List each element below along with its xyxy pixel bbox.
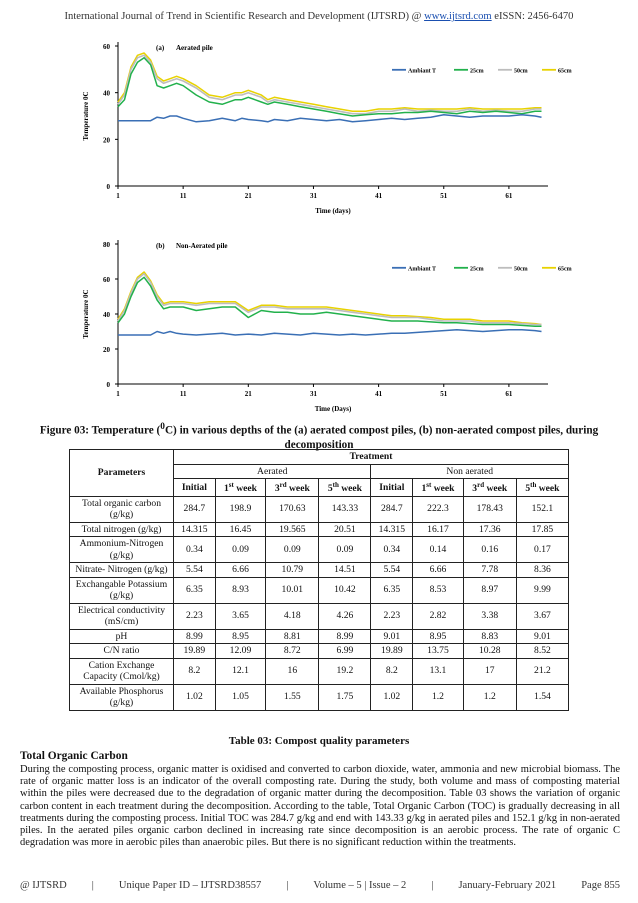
table-value-cell: 152.1: [516, 496, 568, 522]
x-tick-label: 51: [440, 192, 448, 200]
table-value-cell: 20.51: [319, 522, 371, 537]
table-header-aerated: Aerated: [174, 464, 371, 479]
table-param-cell: Total nitrogen (g/kg): [70, 522, 174, 537]
table-value-cell: 6.35: [174, 577, 216, 603]
table-value-cell: 0.09: [266, 537, 319, 563]
table-param-cell: C/N ratio: [70, 644, 174, 659]
table-row: [70, 563, 569, 578]
series-line-c65: [118, 53, 542, 111]
table-value-cell: 1.2: [463, 684, 516, 710]
table-value-cell: 1.75: [319, 684, 371, 710]
table-value-cell: 222.3: [413, 496, 464, 522]
table-value-cell: 1.02: [174, 684, 216, 710]
table-value-cell: 3.38: [463, 603, 516, 629]
table-value-cell: 8.99: [319, 629, 371, 644]
table-value-cell: 19.89: [174, 644, 216, 659]
footer-date: January-February 2021: [458, 880, 557, 891]
table-value-cell: 17.36: [463, 522, 516, 537]
table-row: [70, 603, 569, 629]
table-value-cell: 3.65: [215, 603, 266, 629]
legend-label: 25cm: [470, 68, 484, 75]
table-value-cell: 14.51: [319, 563, 371, 578]
table-value-cell: 8.83: [463, 629, 516, 644]
table-value-cell: 0.16: [463, 537, 516, 563]
y-tick-label: 0: [106, 183, 110, 191]
table-value-cell: 8.52: [516, 644, 568, 659]
table-param-cell: Exchangable Potassium (g/kg): [70, 577, 174, 603]
table-subheader-cell: 3rd week: [266, 479, 319, 497]
y-tick-label: 0: [106, 381, 110, 389]
table-value-cell: 284.7: [371, 496, 413, 522]
table-value-cell: 9.01: [371, 629, 413, 644]
table-value-cell: 13.1: [413, 658, 464, 684]
compost-quality-table: [69, 449, 569, 711]
table-value-cell: 0.34: [174, 537, 216, 563]
y-tick-label: 40: [103, 89, 110, 98]
x-tick-label: 11: [179, 390, 187, 398]
x-tick-label: 61: [505, 192, 513, 200]
x-tick-label: 31: [309, 390, 317, 398]
y-tick-label: 60: [103, 43, 110, 51]
table-value-cell: 16.45: [215, 522, 266, 537]
table-value-cell: 2.23: [174, 603, 216, 629]
table-value-cell: 0.09: [215, 537, 266, 563]
table-value-cell: 19.89: [371, 644, 413, 659]
table-value-cell: 16: [266, 658, 319, 684]
table-value-cell: 170.63: [266, 496, 319, 522]
table-value-cell: 284.7: [174, 496, 216, 522]
table-value-cell: 4.18: [266, 603, 319, 629]
table-value-cell: 8.2: [174, 658, 216, 684]
footer-volume-issue: Volume – 5 | Issue – 2: [313, 880, 407, 891]
table-header-parameters: Parameters: [70, 450, 174, 497]
table-value-cell: 8.95: [215, 629, 266, 644]
table-value-cell: 198.9: [215, 496, 266, 522]
table-row: [70, 537, 569, 563]
table-value-cell: 14.315: [174, 522, 216, 537]
table-value-cell: 8.36: [516, 563, 568, 578]
table-value-cell: 0.09: [319, 537, 371, 563]
table-value-cell: 6.35: [371, 577, 413, 603]
x-tick-label: 1: [116, 390, 120, 398]
table-row: [70, 577, 569, 603]
table-value-cell: 19.565: [266, 522, 319, 537]
legend-label: 25cm: [470, 266, 484, 273]
table-value-cell: 8.97: [463, 577, 516, 603]
table-value-cell: 13.75: [413, 644, 464, 659]
table-value-cell: 9.99: [516, 577, 568, 603]
table-value-cell: 8.53: [413, 577, 464, 603]
x-tick-label: 41: [375, 390, 383, 398]
table-value-cell: 1.2: [413, 684, 464, 710]
table-value-cell: 8.81: [266, 629, 319, 644]
table-value-cell: 16.17: [413, 522, 464, 537]
table-value-cell: 1.55: [266, 684, 319, 710]
table-value-cell: 178.43: [463, 496, 516, 522]
legend-label: 65cm: [558, 266, 572, 273]
y-tick-label: 20: [103, 136, 110, 145]
table-header-non-aerated: Non aerated: [371, 464, 569, 479]
table-value-cell: 8.99: [174, 629, 216, 644]
figure-caption: Figure 03: Temperature ($^0$C) in various depths of the (a) aerated compost piles, (b) non-aerated compost piles, during decomposition: [39, 422, 599, 451]
table-row: [70, 629, 569, 644]
legend-label: Ambiant T: [408, 266, 437, 273]
table-value-cell: 1.02: [371, 684, 413, 710]
header-issn: eISSN: 2456-6470: [491, 11, 574, 22]
table-value-cell: 8.93: [215, 577, 266, 603]
table-value-cell: 3.67: [516, 603, 568, 629]
x-tick-label: 31: [309, 192, 317, 200]
x-axis-label: Time (Days): [314, 405, 352, 413]
y-tick-label: 40: [103, 311, 110, 319]
table-value-cell: 5.54: [371, 563, 413, 578]
series-line-ambient: [118, 115, 542, 122]
legend-label: 65cm: [558, 68, 572, 75]
table-value-cell: 8.2: [371, 658, 413, 684]
footer-page-number: Page 855: [581, 880, 620, 891]
table-subheader-cell: 5th week: [319, 479, 371, 497]
table-value-cell: 21.2: [516, 658, 568, 684]
footer-paper-id: Unique Paper ID – IJTSRD38557: [118, 880, 262, 891]
table-subheader-cell: 1st week: [215, 479, 266, 497]
panel-label: (a): [156, 44, 165, 52]
table-value-cell: 17: [463, 658, 516, 684]
table-value-cell: 8.95: [413, 629, 464, 644]
y-tick-label: 80: [103, 241, 110, 249]
table-value-cell: 0.14: [413, 537, 464, 563]
x-axis-label: Time (days): [315, 207, 351, 215]
table-value-cell: 10.79: [266, 563, 319, 578]
figure-a-aerated-temperature-chart: [0, 30, 638, 218]
table-value-cell: 1.05: [215, 684, 266, 710]
chart-title: Non-Aerated pile: [176, 242, 228, 250]
body-paragraph: During the composting process, organic matter is oxidised and converted to carbon dioxide, water, ammonia and new microbial biomass. The rate of organic matter loss is an indicator of the overall composting rate. During the study, both volume and mass of composting material within the piles were decreased due to the degradation of organic matter during the decomposition. Table 03 shows the variation of organic carbon content in each treatment during the decomposition. According to the table, Total Organic Carbon (TOC) is gradually decreasing in all treatments during the composting process. Initial TOC was 284.7 g/kg and end with 143.33 g/kg in aerated piles and 152.1 g/kg in non-aerated piles. In the aerated piles organic carbon declined in increasing rate since decomposition is an aerobic process. The rate of organic C degradation was more in aerobic piles than anaerobic piles. But there is no significant reduction within the treatments.: [20, 764, 620, 849]
table-caption: Table 03: Compost quality parameters: [228, 735, 410, 747]
table-value-cell: 9.01: [516, 629, 568, 644]
y-tick-label: 20: [103, 346, 110, 354]
table-value-cell: 19.2: [319, 658, 371, 684]
x-tick-label: 51: [440, 390, 448, 398]
table-value-cell: 2.23: [371, 603, 413, 629]
table-value-cell: 10.01: [266, 577, 319, 603]
y-tick-label: 60: [103, 276, 110, 284]
series-line-c50: [118, 274, 542, 325]
table-value-cell: 1.54: [516, 684, 568, 710]
header-journal: International Journal of Trend in Scientific Research and Development (IJTSRD) @: [64, 11, 425, 22]
journal-website-link[interactable]: www.ijtsrd.com: [424, 11, 492, 22]
table-subheader-cell: 5th week: [516, 479, 568, 497]
legend-label: 50cm: [514, 68, 528, 75]
running-header: [0, 11, 638, 22]
table-value-cell: 6.66: [413, 563, 464, 578]
table-value-cell: 0.17: [516, 537, 568, 563]
footer-separator: |: [91, 880, 94, 891]
table-value-cell: 14.315: [371, 522, 413, 537]
table-row: [70, 644, 569, 659]
table-value-cell: 12.09: [215, 644, 266, 659]
table-value-cell: 2.82: [413, 603, 464, 629]
table-param-cell: Electrical conductivity (mS/cm): [70, 603, 174, 629]
x-tick-label: 21: [244, 192, 252, 200]
table-value-cell: 7.78: [463, 563, 516, 578]
table-param-cell: Total organic carbon (g/kg): [70, 496, 174, 522]
figure-b-nonaerated-temperature-chart: [0, 228, 638, 418]
footer-separator: |: [286, 880, 289, 891]
table-row: [70, 496, 569, 522]
table-subheader-cell: Initial: [174, 479, 216, 497]
table-value-cell: 0.34: [371, 537, 413, 563]
table-value-cell: 8.72: [266, 644, 319, 659]
x-tick-label: 41: [375, 192, 383, 200]
table-param-cell: Cation Exchange Capacity (Cmol/kg): [70, 658, 174, 684]
table-param-cell: Available Phosphorus (g/kg): [70, 684, 174, 710]
table-row: [70, 522, 569, 537]
table-value-cell: 5.54: [174, 563, 216, 578]
table-value-cell: 4.26: [319, 603, 371, 629]
x-tick-label: 21: [244, 390, 252, 398]
x-tick-label: 1: [116, 192, 120, 200]
table-subheader-cell: Initial: [371, 479, 413, 497]
table-value-cell: 12.1: [215, 658, 266, 684]
y-axis-label: Temperature 0C: [82, 91, 90, 141]
x-tick-label: 61: [505, 390, 513, 398]
table-value-cell: 10.28: [463, 644, 516, 659]
table-value-cell: 143.33: [319, 496, 371, 522]
table-value-cell: 17.85: [516, 522, 568, 537]
legend-label: 50cm: [514, 266, 528, 273]
table-value-cell: 6.99: [319, 644, 371, 659]
table-header-treatment: Treatment: [174, 450, 569, 465]
table-row: [70, 684, 569, 710]
table-subheader-cell: 1st week: [413, 479, 464, 497]
panel-label: (b): [156, 242, 165, 250]
table-param-cell: Nitrate- Nitrogen (g/kg): [70, 563, 174, 578]
table-param-cell: Ammonium-Nitrogen (g/kg): [70, 537, 174, 563]
footer-separator: |: [431, 880, 434, 891]
table-value-cell: 10.42: [319, 577, 371, 603]
page-footer: [20, 880, 620, 891]
series-line-c65: [118, 272, 542, 325]
y-axis-label: Temperature 0C: [82, 289, 90, 339]
table-subheader-cell: 3rd week: [463, 479, 516, 497]
table-param-cell: pH: [70, 629, 174, 644]
footer-journal: @ IJTSRD: [20, 880, 67, 891]
section-heading: Total Organic Carbon: [20, 750, 128, 762]
table-value-cell: 6.66: [215, 563, 266, 578]
chart-title: Aerated pile: [176, 44, 213, 52]
x-tick-label: 11: [179, 192, 187, 200]
series-line-ambient: [118, 330, 542, 335]
legend-label: Ambiant T: [408, 68, 437, 75]
table-row: [70, 658, 569, 684]
